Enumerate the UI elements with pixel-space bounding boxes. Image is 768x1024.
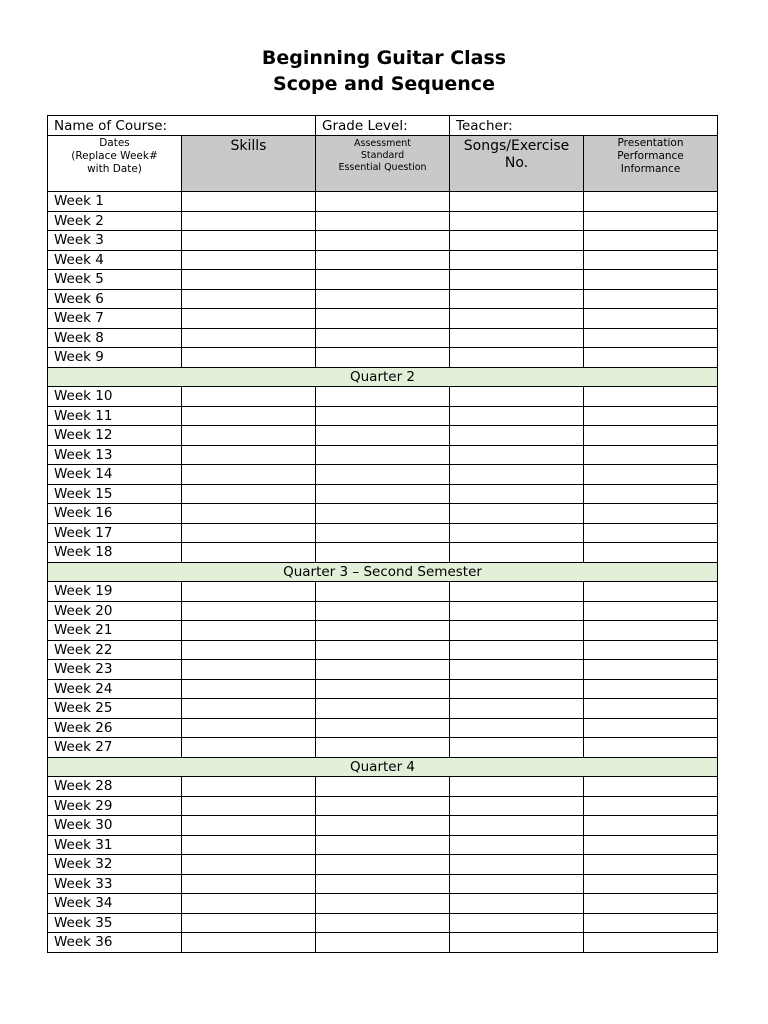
presentation-cell[interactable] (584, 660, 718, 680)
week-label[interactable]: Week 32 (48, 855, 182, 875)
week-label[interactable]: Week 24 (48, 679, 182, 699)
songs-cell[interactable] (450, 894, 584, 914)
presentation-cell[interactable] (584, 465, 718, 485)
skills-cell[interactable] (182, 543, 316, 563)
page-title: Beginning Guitar Class (261, 47, 507, 69)
week-label[interactable]: Week 31 (48, 835, 182, 855)
week-label[interactable]: Week 21 (48, 621, 182, 641)
week-row (48, 660, 718, 680)
week-label[interactable]: Week 3 (48, 231, 182, 251)
skills-cell[interactable] (182, 348, 316, 368)
assessment-cell[interactable] (316, 933, 450, 953)
presentation-cell[interactable] (584, 445, 718, 465)
week-label[interactable]: Week 36 (48, 933, 182, 953)
assessment-cell[interactable] (316, 328, 450, 348)
assessment-header (316, 136, 450, 192)
skills-cell[interactable] (182, 445, 316, 465)
assessment-cell[interactable] (316, 894, 450, 914)
presentation-cell[interactable] (584, 270, 718, 290)
presentation-cell[interactable] (584, 894, 718, 914)
songs-header (450, 136, 584, 192)
assessment-cell[interactable] (316, 211, 450, 231)
assessment-cell[interactable] (316, 445, 450, 465)
week-row (48, 640, 718, 660)
week-label[interactable]: Week 19 (48, 582, 182, 602)
songs-cell[interactable] (450, 874, 584, 894)
week-label[interactable]: Week 23 (48, 660, 182, 680)
presentation-cell[interactable] (584, 406, 718, 426)
skills-cell[interactable] (182, 796, 316, 816)
quarter-label: Quarter 3 – Second Semester (48, 562, 718, 582)
assessment-cell[interactable] (316, 387, 450, 407)
skills-cell[interactable] (182, 679, 316, 699)
songs-cell[interactable] (450, 250, 584, 270)
skills-cell[interactable] (182, 289, 316, 309)
week-row (48, 523, 718, 543)
songs-cell[interactable] (450, 738, 584, 758)
skills-header (182, 136, 316, 192)
week-label[interactable]: Week 2 (48, 211, 182, 231)
quarter-divider-row (48, 367, 718, 387)
skills-cell[interactable] (182, 387, 316, 407)
presentation-cell[interactable] (584, 738, 718, 758)
presentation-cell[interactable] (584, 192, 718, 212)
week-row (48, 933, 718, 953)
skills-cell[interactable] (182, 250, 316, 270)
songs-cell[interactable] (450, 328, 584, 348)
songs-cell[interactable] (450, 211, 584, 231)
week-label[interactable]: Week 29 (48, 796, 182, 816)
presentation-cell[interactable] (584, 484, 718, 504)
presentation-cell[interactable] (584, 796, 718, 816)
skills-cell[interactable] (182, 484, 316, 504)
assessment-cell[interactable] (316, 289, 450, 309)
skills-cell[interactable] (182, 777, 316, 797)
presentation-cell[interactable] (584, 289, 718, 309)
assessment-cell[interactable] (316, 835, 450, 855)
assessment-cell[interactable] (316, 699, 450, 719)
songs-cell[interactable] (450, 582, 584, 602)
skills-cell[interactable] (182, 894, 316, 914)
week-row (48, 816, 718, 836)
songs-cell[interactable] (450, 426, 584, 446)
week-label[interactable]: Week 28 (48, 777, 182, 797)
presentation-cell[interactable] (584, 582, 718, 602)
skills-cell[interactable] (182, 660, 316, 680)
assessment-cell[interactable] (316, 504, 450, 524)
skills-cell[interactable] (182, 738, 316, 758)
presentation-cell[interactable] (584, 211, 718, 231)
songs-cell[interactable] (450, 387, 584, 407)
week-label[interactable]: Week 18 (48, 543, 182, 563)
week-label[interactable]: Week 10 (48, 387, 182, 407)
songs-cell[interactable] (450, 465, 584, 485)
songs-cell[interactable] (450, 621, 584, 641)
songs-cell[interactable] (450, 816, 584, 836)
songs-cell[interactable] (450, 835, 584, 855)
dates-header (48, 136, 182, 192)
assessment-cell[interactable] (316, 348, 450, 368)
skills-cell[interactable] (182, 211, 316, 231)
songs-cell[interactable] (450, 777, 584, 797)
presentation-cell[interactable] (584, 718, 718, 738)
songs-cell[interactable] (450, 660, 584, 680)
songs-cell[interactable] (450, 601, 584, 621)
songs-cell[interactable] (450, 796, 584, 816)
presentation-cell[interactable] (584, 777, 718, 797)
skills-cell[interactable] (182, 835, 316, 855)
week-label[interactable]: Week 7 (48, 309, 182, 329)
assessment-cell[interactable] (316, 874, 450, 894)
skills-cell[interactable] (182, 601, 316, 621)
week-row (48, 192, 718, 212)
songs-cell[interactable] (450, 523, 584, 543)
week-label[interactable]: Week 8 (48, 328, 182, 348)
presentation-cell[interactable] (584, 816, 718, 836)
week-label[interactable]: Week 30 (48, 816, 182, 836)
skills-cell[interactable] (182, 426, 316, 446)
assessment-cell[interactable] (316, 250, 450, 270)
skills-cell[interactable] (182, 231, 316, 251)
assessment-cell[interactable] (316, 484, 450, 504)
presentation-cell[interactable] (584, 640, 718, 660)
week-row (48, 601, 718, 621)
quarter-divider-row (48, 562, 718, 582)
assessment-cell[interactable] (316, 426, 450, 446)
week-row (48, 211, 718, 231)
presentation-cell[interactable] (584, 504, 718, 524)
week-row (48, 777, 718, 797)
week-label[interactable]: Week 25 (48, 699, 182, 719)
week-row (48, 582, 718, 602)
assessment-cell[interactable] (316, 192, 450, 212)
week-row (48, 543, 718, 563)
presentation-cell[interactable] (584, 426, 718, 446)
skills-cell[interactable] (182, 504, 316, 524)
assessment-cell[interactable] (316, 796, 450, 816)
week-row (48, 348, 718, 368)
week-label[interactable]: Week 12 (48, 426, 182, 446)
week-label[interactable]: Week 13 (48, 445, 182, 465)
skills-cell[interactable] (182, 192, 316, 212)
presentation-cell[interactable] (584, 543, 718, 563)
skills-cell[interactable] (182, 621, 316, 641)
assessment-cell[interactable] (316, 543, 450, 563)
presentation-cell[interactable] (584, 387, 718, 407)
presentation-cell[interactable] (584, 699, 718, 719)
week-row (48, 465, 718, 485)
assessment-cell[interactable] (316, 523, 450, 543)
week-label[interactable]: Week 1 (48, 192, 182, 212)
skills-cell[interactable] (182, 523, 316, 543)
assessment-cell[interactable] (316, 406, 450, 426)
skills-cell[interactable] (182, 270, 316, 290)
week-label[interactable]: Week 6 (48, 289, 182, 309)
week-label[interactable]: Week 5 (48, 270, 182, 290)
presentation-cell[interactable] (584, 874, 718, 894)
week-row (48, 699, 718, 719)
week-row (48, 387, 718, 407)
skills-cell[interactable] (182, 328, 316, 348)
assessment-cell[interactable] (316, 679, 450, 699)
songs-cell[interactable] (450, 484, 584, 504)
skills-cell[interactable] (182, 874, 316, 894)
assessment-cell[interactable] (316, 855, 450, 875)
songs-header-text: Songs/Exercise No. (463, 138, 570, 171)
week-label[interactable]: Week 15 (48, 484, 182, 504)
presentation-cell[interactable] (584, 933, 718, 953)
week-label[interactable]: Week 35 (48, 913, 182, 933)
week-label[interactable]: Week 27 (48, 738, 182, 758)
presentation-cell[interactable] (584, 348, 718, 368)
assessment-cell[interactable] (316, 621, 450, 641)
presentation-cell[interactable] (584, 231, 718, 251)
week-label[interactable]: Week 20 (48, 601, 182, 621)
week-row (48, 504, 718, 524)
presentation-cell[interactable] (584, 250, 718, 270)
assessment-cell[interactable] (316, 465, 450, 485)
presentation-cell[interactable] (584, 621, 718, 641)
songs-cell[interactable] (450, 640, 584, 660)
songs-cell[interactable] (450, 289, 584, 309)
week-row (48, 913, 718, 933)
scope-sequence-table (47, 115, 718, 953)
week-row (48, 855, 718, 875)
week-row (48, 328, 718, 348)
week-row (48, 796, 718, 816)
songs-cell[interactable] (450, 309, 584, 329)
assessment-cell[interactable] (316, 777, 450, 797)
week-label[interactable]: Week 9 (48, 348, 182, 368)
teacher-field[interactable]: Teacher: (450, 116, 718, 136)
assessment-cell[interactable] (316, 718, 450, 738)
week-label[interactable]: Week 22 (48, 640, 182, 660)
songs-cell[interactable] (450, 445, 584, 465)
assessment-cell[interactable] (316, 582, 450, 602)
week-row (48, 894, 718, 914)
songs-cell[interactable] (450, 913, 584, 933)
presentation-cell[interactable] (584, 835, 718, 855)
quarter-divider-row (48, 757, 718, 777)
songs-cell[interactable] (450, 348, 584, 368)
week-row (48, 250, 718, 270)
assessment-header-text: Assessment Standard Essential Question (338, 138, 427, 173)
presentation-cell[interactable] (584, 328, 718, 348)
songs-cell[interactable] (450, 231, 584, 251)
songs-cell[interactable] (450, 543, 584, 563)
week-row (48, 835, 718, 855)
header-row (48, 136, 718, 192)
assessment-cell[interactable] (316, 231, 450, 251)
skills-header-text: Skills (230, 138, 267, 154)
songs-cell[interactable] (450, 270, 584, 290)
skills-cell[interactable] (182, 582, 316, 602)
week-row (48, 874, 718, 894)
week-row (48, 289, 718, 309)
songs-cell[interactable] (450, 192, 584, 212)
info-row (48, 116, 718, 136)
presentation-header (584, 136, 718, 192)
week-label[interactable]: Week 33 (48, 874, 182, 894)
presentation-cell[interactable] (584, 601, 718, 621)
assessment-cell[interactable] (316, 660, 450, 680)
skills-cell[interactable] (182, 406, 316, 426)
skills-cell[interactable] (182, 699, 316, 719)
week-row (48, 445, 718, 465)
presentation-cell[interactable] (584, 913, 718, 933)
songs-cell[interactable] (450, 504, 584, 524)
week-row (48, 718, 718, 738)
skills-cell[interactable] (182, 465, 316, 485)
week-label[interactable]: Week 16 (48, 504, 182, 524)
quarter-label: Quarter 4 (48, 757, 718, 777)
week-row (48, 426, 718, 446)
presentation-cell[interactable] (584, 309, 718, 329)
skills-cell[interactable] (182, 718, 316, 738)
week-label[interactable]: Week 26 (48, 718, 182, 738)
dates-header-text: Dates (Replace Week# with Date) (71, 137, 158, 175)
presentation-cell[interactable] (584, 679, 718, 699)
skills-cell[interactable] (182, 640, 316, 660)
week-label[interactable]: Week 14 (48, 465, 182, 485)
quarter-label: Quarter 2 (48, 367, 718, 387)
assessment-cell[interactable] (316, 309, 450, 329)
week-row (48, 309, 718, 329)
assessment-cell[interactable] (316, 270, 450, 290)
week-label[interactable]: Week 34 (48, 894, 182, 914)
songs-cell[interactable] (450, 855, 584, 875)
week-row (48, 484, 718, 504)
songs-cell[interactable] (450, 718, 584, 738)
presentation-cell[interactable] (584, 855, 718, 875)
week-row (48, 231, 718, 251)
assessment-cell[interactable] (316, 913, 450, 933)
presentation-header-text: Presentation Performance Informance (617, 137, 684, 175)
week-row (48, 621, 718, 641)
songs-cell[interactable] (450, 933, 584, 953)
week-row (48, 738, 718, 758)
songs-cell[interactable] (450, 679, 584, 699)
skills-cell[interactable] (182, 309, 316, 329)
grade-level-field[interactable]: Grade Level: (316, 116, 450, 136)
week-row (48, 270, 718, 290)
skills-cell[interactable] (182, 816, 316, 836)
week-label[interactable]: Week 4 (48, 250, 182, 270)
week-row (48, 406, 718, 426)
assessment-cell[interactable] (316, 816, 450, 836)
skills-cell[interactable] (182, 913, 316, 933)
assessment-cell[interactable] (316, 738, 450, 758)
assessment-cell[interactable] (316, 601, 450, 621)
presentation-cell[interactable] (584, 523, 718, 543)
week-label[interactable]: Week 17 (48, 523, 182, 543)
skills-cell[interactable] (182, 855, 316, 875)
skills-cell[interactable] (182, 933, 316, 953)
songs-cell[interactable] (450, 406, 584, 426)
course-name-field[interactable]: Name of Course: (48, 116, 316, 136)
page-subtitle: Scope and Sequence (273, 73, 495, 95)
assessment-cell[interactable] (316, 640, 450, 660)
songs-cell[interactable] (450, 699, 584, 719)
week-row (48, 679, 718, 699)
week-label[interactable]: Week 11 (48, 406, 182, 426)
